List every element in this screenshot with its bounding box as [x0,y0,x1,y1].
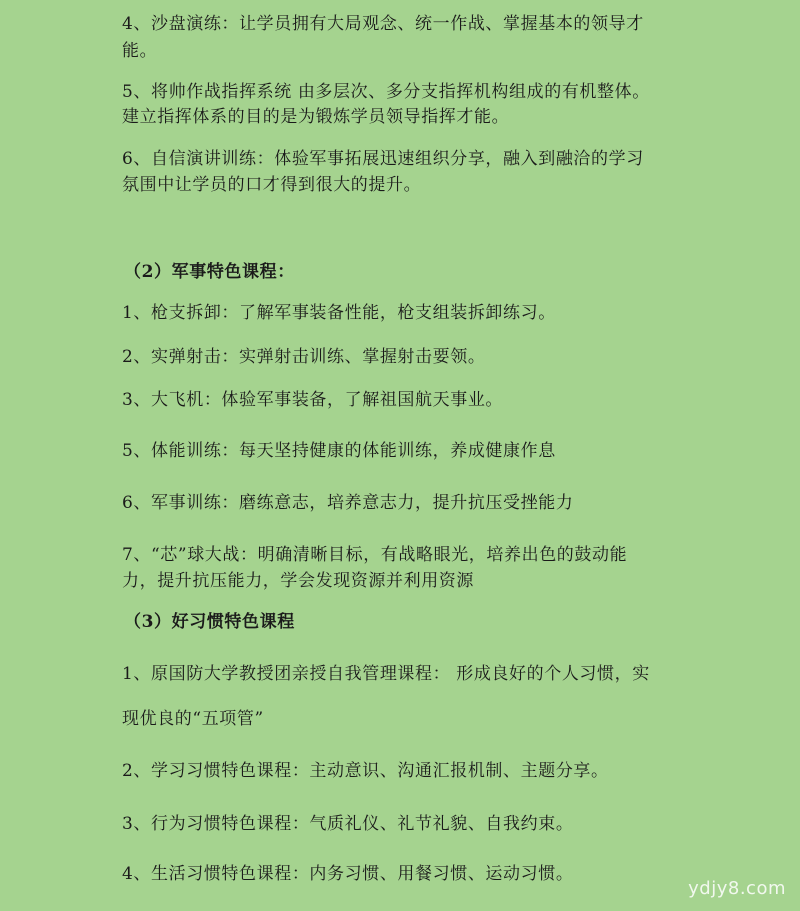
military-item-5: 5、体能训练：每天坚持健康的体能训练，养成健康作息 [122,441,556,461]
habit-item-1-line2: 现优良的“五项管” [122,709,264,729]
speech-training-line1: 6、自信演讲训练：体验军事拓展迅速组织分享，融入到融洽的学习 [122,149,644,169]
military-item-2: 2、实弹射击：实弹射击训练、掌握射击要领。 [122,347,486,367]
military-item-6: 6、军事训练：磨练意志，培养意志力，提升抗压受挫能力 [122,493,574,513]
site-watermark: ydjy8.com [688,878,786,899]
sandtable-drill-line2: 能。 [122,41,158,61]
habit-item-1-line1: 1、原国防大学教授团亲授自我管理课程： 形成良好的个人习惯，实 [122,664,650,684]
sandtable-drill-line1: 4、沙盘演练：让学员拥有大局观念、统一作战、掌握基本的领导才 [122,14,644,34]
military-course-heading: （2）军事特色课程： [124,262,295,282]
habit-item-2: 2、学习习惯特色课程：主动意识、沟通汇报机制、主题分享。 [122,761,609,781]
military-item-1: 1、枪支拆卸：了解军事装备性能，枪支组装拆卸练习。 [122,303,556,323]
military-item-7-line2: 力，提升抗压能力，学会发现资源并利用资源 [122,571,474,591]
habit-course-heading: （3）好习惯特色课程 [124,612,295,632]
military-item-3: 3、大飞机：体验军事装备，了解祖国航天事业。 [122,390,504,410]
military-item-7-line1: 7、“芯”球大战：明确清晰目标，有战略眼光，培养出色的鼓动能 [122,545,628,565]
habit-item-4: 4、生活习惯特色课程：内务习惯、用餐习惯、运动习惯。 [122,864,574,884]
command-system-line1: 5、将帅作战指挥系统 由多层次、多分支指挥机构组成的有机整体。 [122,82,650,102]
speech-training-line2: 氛围中让学员的口才得到很大的提升。 [122,175,422,195]
habit-item-3: 3、行为习惯特色课程：气质礼仪、礼节礼貌、自我约束。 [122,814,574,834]
command-system-line2: 建立指挥体系的目的是为锻炼学员领导指挥才能。 [122,107,510,127]
